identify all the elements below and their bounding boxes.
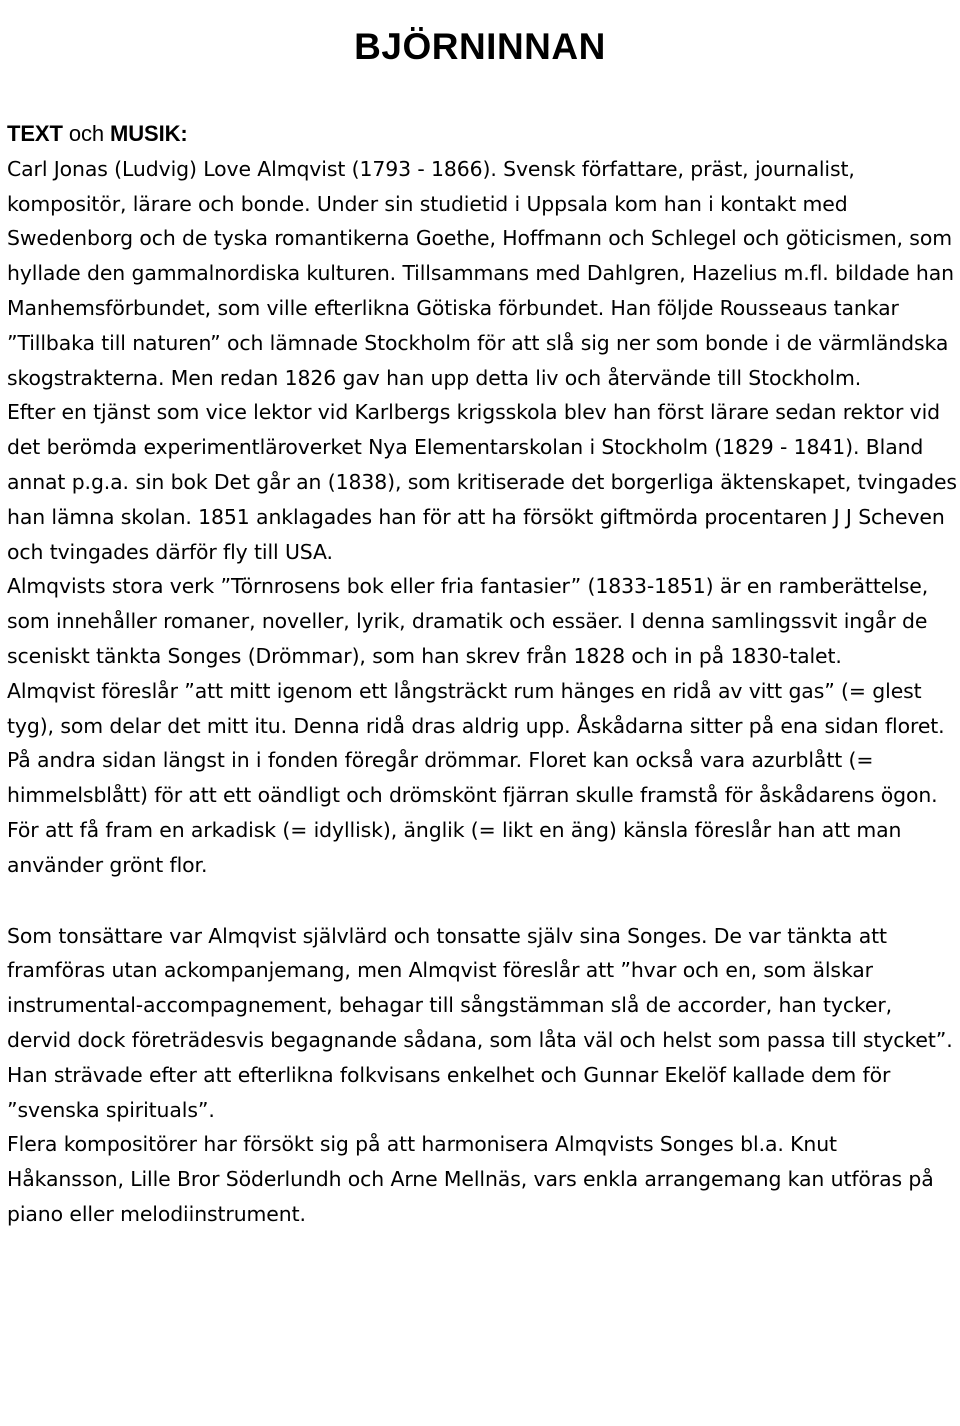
paragraph-spacer (7, 883, 957, 919)
document-body (7, 117, 957, 1232)
paragraph-composer: Som tonsättare var Almqvist självlärd och tonsatte själv sina Songes. De var tänkta att framföras utan ackompanjemang, men Almqvist föreslår att ”hvar och en, som älskar instrumental-accompagnement, behagar till sångstämman slå de accorder, han tycker, dervid dock företrädesvis begagnande sådana, som låta väl och helst som passa till stycket”. Han strävade efter att efterlikna folkvisans enkelhet och Gunnar Ekelöf kallade dem för ”svenska spirituals”. (7, 923, 953, 1122)
paragraph-major-work: Almqvists stora verk ”Törnrosens bok eller fria fantasier” (1833-1851) är en ramberättelse, som innehåller romaner, noveller, lyrik, dramatik och essäer. I denna samlingssvit ingår de sceniskt tänkta Songes (Drömmar), som han skrev från 1828 och in på 1830-talet. (7, 574, 929, 668)
heading-conjunction: och (62, 121, 111, 146)
paragraph-career: Efter en tjänst som vice lektor vid Karlbergs krigsskola blev han först lärare sedan rektor vid det berömda experimentläroverket Nya Elementarskolan i Stockholm (1829 - 1841). Bland annat p.g.a. sin bok Det går an (1838), som kritiserade det borgerliga äktenskapet, tvingades han lämna skolan. 1851 anklagades han för att ha försökt giftmörda procentaren J J Scheven och tvingades därför fly till USA. (7, 400, 957, 564)
heading-text-label: TEXT (7, 121, 63, 146)
heading-music-label: MUSIK: (110, 121, 188, 146)
paragraph-staging: Almqvist föreslår ”att mitt igenom ett långsträckt rum hänges en ridå av vitt gas” (= glest tyg), som delar det mitt itu. Denna ridå dras aldrig upp. Åskådarna sitter på ena sidan floret. På andra sidan längst in i fonden föregår drömmar. Floret kan också vara azurblått (= himmelsblått) för att ett oändligt och drömskönt fjärran skulle framstå för åskådarens ögon. För att få fram en arkadisk (= idyllisk), änglik (= likt en äng) känsla föreslår han att man använder grönt flor. (7, 678, 945, 877)
credits-heading (7, 117, 957, 152)
paragraph-biography: Carl Jonas (Ludvig) Love Almqvist (1793 - 1866). Svensk författare, präst, journalist, kompositör, lärare och bonde. Under sin studietid i Uppsala kom han i kontakt med Swedenborg och de tyska romantikerna Goethe, Hoffmann och Schlegel och göticismen, som hyllade den gammalnordiska kulturen. Tillsammans med Dahlgren, Hazelius m.fl. bildade han Manhemsförbundet, som ville efterlikna Götiska förbundet. Han följde Rousseaus tankar ”Tillbaka till naturen” och lämnade Stockholm för att slå sig ner som bonde i de värmländska skogstrakterna. Men redan 1826 gav han upp detta liv och återvände till Stockholm. (7, 156, 954, 390)
paragraph-arrangers: Flera kompositörer har försökt sig på att harmonisera Almqvists Songes bl.a. Knut Håkansson, Lille Bror Söderlundh och Arne Mellnäs, vars enkla arrangemang kan utföras på piano eller melodiinstrument. (7, 1132, 934, 1226)
page-title: BJÖRNINNAN (354, 25, 606, 67)
